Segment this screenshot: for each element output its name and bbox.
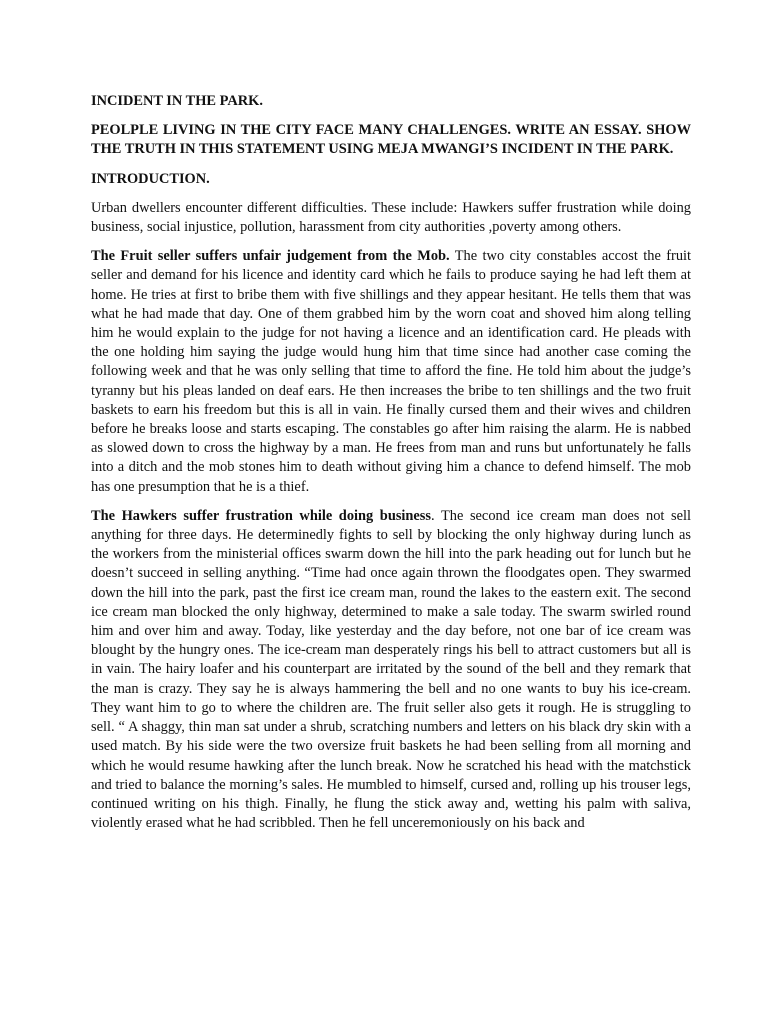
hawkers-heading: The Hawkers suffer frustration while doing business [91, 507, 432, 524]
hawkers-text: . The second ice cream man does not sell anything for three days. He determinedly fights to sell by blocking the only highway during lunch as the workers from the ministerial offices swarm down the hill into the park heading out for lunch but he doesn’t succeed in selling anything. “Time had once again thrown the floodgates open. They swarmed down the hill into the park, past the first ice cream man, round the lakes to the eastern exit. The second ice cream man blocked the only highway, determined to make a sale today. The swarm swirled round him and over him and away. Today, like yesterday and the day before, not one bar of ice cream was blought by the hungry ones. The ice-cream man desperately rings his bell to attract customers but all is in vain. The hairy loafer and his counterpart are irritated by the sound of the bell and they remark that the man is crazy. They say he is always hammering the bell and no one wants to buy his ice-cream. They want him to go to where the children are. The fruit seller also gets it rough. He is struggling to sell. “ A shaggy, thin man sat under a shrub, scratching numbers and letters on his black dry skin with a used match. By his side were the two oversize fruit baskets he had been selling from all morning and which he would resume hawking after the lunch break. Now he scratched his head with the matchstick and tried to balance the morning’s sales. He mumbled to himself, cursed and, rolling up his trouser legs, continued writing on his thigh. Finally, he flung the stick away and, wetting his palm with saliva, violently erased what he had scribbled. Then he fell unceremoniously on his back and [91, 507, 691, 832]
introduction-heading: INTRODUCTION. [91, 170, 210, 187]
fruit-seller-paragraph [91, 247, 691, 497]
document-page [91, 92, 691, 843]
fruit-seller-heading: The Fruit seller suffers unfair judgement from the Mob. [91, 248, 450, 265]
fruit-seller-text: The two city constables accost the fruit seller and demand for his licence and identity card which he fails to produce saying he had left them at home. He tries at first to bribe them with five shillings and they appear hesitant. He tells them that was what he had made that day. One of them grabbed him by the worn coat and shoved him along telling him he would explain to the judge for not having a licence and an identification card. He pleads with the one holding him saying the judge would hung him that time since had another case coming the following week and that he was only selling that time to afford the fine. He told him about the judge’s tyranny but his pleas landed on deaf ears. He then increases the bribe to ten shillings and the two fruit baskets to earn his freedom but this is all in vain. He finally cursed them and their wives and children before he breaks loose and starts escaping. The constables go after him raising the alarm. He is nabbed as slowed down to cross the highway by a man. He frees from man and runs but unfortunately he falls into a ditch and the mob stones him to death without giving him a chance to defend himself. The mob has one presumption that he is a thief. [91, 248, 692, 495]
document-title: INCIDENT IN THE PARK. [91, 93, 263, 109]
essay-question: PEOLPLE LIVING IN THE CITY FACE MANY CHALLENGES. WRITE AN ESSAY. SHOW THE TRUTH IN THIS STATEMENT USING MEJA MWANGI’S INCIDENT IN THE PARK. [91, 122, 691, 158]
hawkers-paragraph [91, 507, 691, 833]
introduction-paragraph: Urban dwellers encounter different difficulties. These include: Hawkers suffer frustration while doing business, social injustice, pollution, harassment from city authorities ,poverty among others. [91, 199, 691, 236]
